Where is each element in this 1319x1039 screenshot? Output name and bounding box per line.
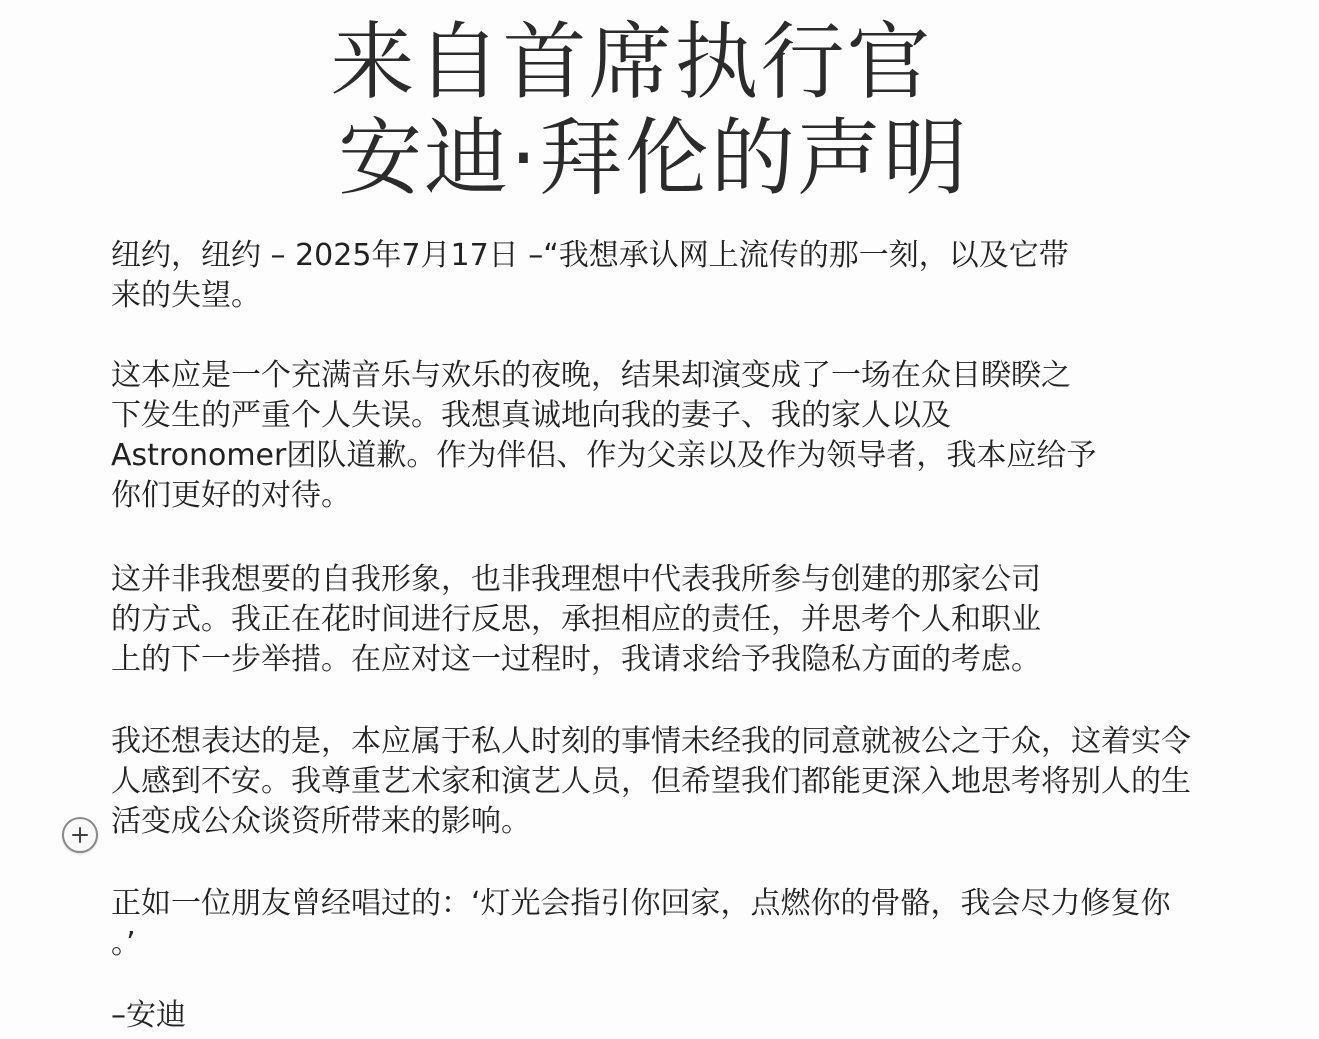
paragraph-reflection xyxy=(111,560,1211,680)
paragraph-line: Astronomer团队道歉。作为伴侣、作为父亲以及作为领导者，我本应给予 xyxy=(111,438,1097,473)
paragraph-line: 我还想表达的是，本应属于私人时刻的事情未经我的同意就被公之于众，这着实令 xyxy=(111,724,1191,759)
paragraph-line: 活变成公众谈资所带来的影响。 xyxy=(111,804,531,839)
paragraph-line: 这并非我想要的自我形象，也非我理想中代表我所参与创建的那家公司 xyxy=(111,562,1041,597)
paragraph-quote xyxy=(111,884,1211,964)
paragraph-line: 上的下一步举措。在应对这一过程时，我请求给予我隐私方面的考虑。 xyxy=(111,642,1041,677)
plus-circle-icon xyxy=(71,826,89,844)
paragraph-line: 纽约，纽约 – 2025年7月17日 –“我想承认网上流传的那一刻，以及它带 xyxy=(111,238,1069,273)
paragraph-line: 。’ xyxy=(111,926,136,961)
paragraph-intro xyxy=(111,236,1211,316)
add-block-button[interactable] xyxy=(62,817,98,853)
paragraph-privacy xyxy=(111,722,1211,842)
paragraph-line: 你们更好的对待。 xyxy=(111,478,351,513)
paragraph-line: 来的失望。 xyxy=(111,278,261,313)
paragraph-line: 正如一位朋友曾经唱过的：‘灯光会指引你回家，点燃你的骨骼，我会尽力修复你 xyxy=(111,886,1171,921)
paragraph-line: 下发生的严重个人失误。我想真诚地向我的妻子、我的家人以及 xyxy=(111,398,951,433)
statement-title-line-2: 安迪·拜伦的声明 xyxy=(338,109,969,207)
signature: –安迪 xyxy=(111,998,186,1033)
paragraph-line: 人感到不安。我尊重艺术家和演艺人员，但希望我们都能更深入地思考将别人的生 xyxy=(111,764,1191,799)
statement-title-line-1: 来自首席执行官 xyxy=(330,13,933,111)
paragraph-line: 的方式。我正在花时间进行反思，承担相应的责任，并思考个人和职业 xyxy=(111,602,1041,637)
paragraph-apology xyxy=(111,356,1211,516)
paragraph-line: 这本应是一个充满音乐与欢乐的夜晚，结果却演变成了一场在众目睽睽之 xyxy=(111,358,1071,393)
